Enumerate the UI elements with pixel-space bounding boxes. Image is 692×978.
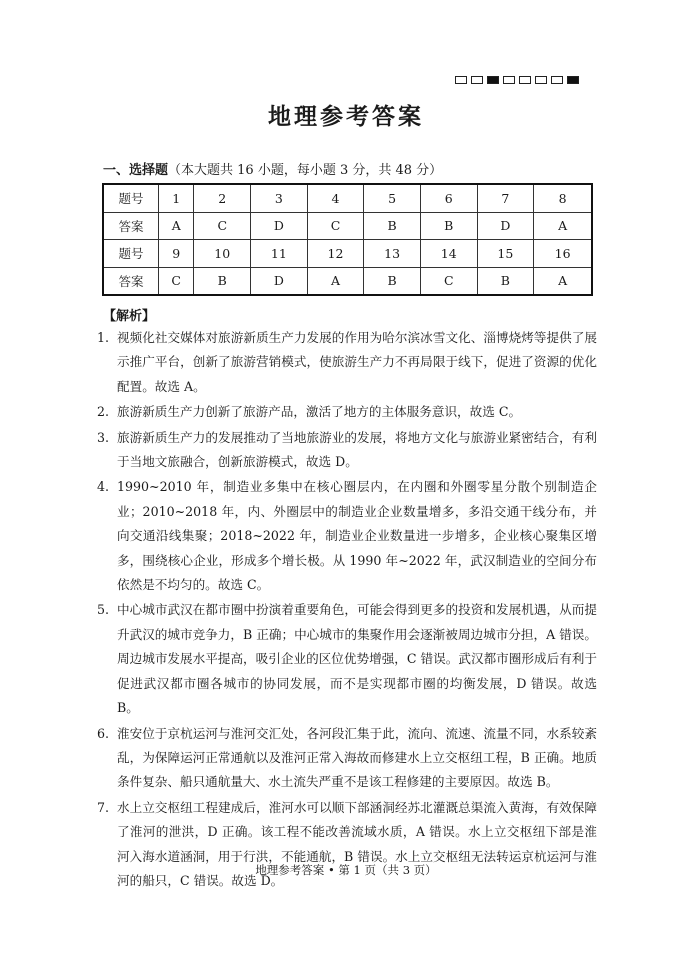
page-footer: 地理参考答案 • 第 1 页（共 3 页） [255, 863, 437, 877]
analysis-item [97, 598, 597, 720]
table-cell: B [477, 267, 534, 295]
table-cell: C [194, 212, 251, 240]
table-cell: 4 [307, 184, 364, 212]
filled-square-mark [487, 76, 499, 84]
table-cell: A [534, 267, 592, 295]
table-cell: 1 [159, 184, 194, 212]
table-cell: A [307, 267, 364, 295]
empty-square-mark [471, 76, 483, 84]
analysis-item [97, 722, 597, 795]
item-number: 4. [97, 479, 110, 495]
table-cell: 15 [477, 240, 534, 268]
table-cell: C [307, 212, 364, 240]
empty-square-mark [519, 76, 531, 84]
table-cell: 12 [307, 240, 364, 268]
table-cell: C [420, 267, 477, 295]
item-number: 5. [97, 602, 110, 618]
analysis-item [97, 400, 597, 424]
item-number: 7. [97, 799, 110, 815]
item-text: 淮安位于京杭运河与淮河交汇处，各河段汇集于此，流向、流速、流量不同，水系较紊乱，为保障运河正常通航以及淮河正常入海故而修建水上立交枢纽工程，B 正确。地质条件复杂、船只通航量大、水土流失严重不是该工程修建的主要原因。故选 B。 [117, 725, 597, 790]
item-number: 1. [97, 330, 110, 345]
page-title: 地理参考答案 [268, 103, 424, 130]
filled-square-mark [567, 76, 579, 84]
analysis-list [97, 326, 597, 894]
table-cell: D [251, 267, 308, 295]
table-cell: 9 [159, 240, 194, 268]
empty-square-mark [455, 76, 467, 84]
table-cell: 13 [364, 240, 421, 268]
section-heading [103, 159, 442, 178]
table-cell: 11 [251, 240, 308, 268]
table-cell: 5 [364, 184, 421, 212]
analysis-item [97, 326, 597, 399]
row-header: 题号 [103, 240, 159, 268]
table-cell: D [251, 212, 308, 240]
item-text: 视频化社交媒体对旅游新质生产力发展的作用为哈尔滨冰雪文化、淄博烧烤等提供了展示推广平台，创新了旅游营销模式，使旅游生产力不再局限于线下，促进了资源的优化配置。故选 A。 [117, 330, 597, 394]
table-cell: D [477, 212, 534, 240]
table-cell: 3 [251, 184, 308, 212]
section-heading-note: （本大题共 16 小题，每小题 3 分，共 48 分） [168, 163, 443, 178]
table-row [103, 212, 592, 240]
analysis-label: 【解析】 [103, 309, 156, 324]
item-number: 3. [97, 429, 110, 445]
table-cell: 2 [194, 184, 251, 212]
empty-square-mark [503, 76, 515, 84]
empty-square-mark [551, 76, 563, 84]
table-row [103, 267, 592, 295]
table-cell: B [420, 212, 477, 240]
row-header: 答案 [103, 267, 159, 295]
section-heading-label: 一、选择题 [103, 163, 169, 178]
item-text: 1990~2010 年，制造业多集中在核心圈层内，在内圈和外圈零星分散个别制造企业；2010~2018 年，内、外圈层中的制造业企业数量增多，多沿交通干线分布，并向交通沿线集聚；2018~2022 年，制造业企业数量进一步增多，企业核心聚集区增多，围绕核心企业，形成多个增长极。从 1990 年~2022 年，武汉制造业的空间分布依然是不均匀的。故选 C。 [117, 479, 597, 593]
item-number: 2. [97, 404, 110, 420]
item-text: 中心城市武汉在都市圈中扮演着重要角色，可能会得到更多的投资和发展机遇，从而提升武汉的城市竞争力，B 正确；中心城市的集聚作用会逐渐被周边城市分担，A 错误。周边城市发展水平提高，吸引企业的区位优势增强，C 错误。武汉都市圈形成后有利于促进武汉都市圈各城市的协同发展，而不是实现都市圈的均衡发展，D 错误。故选 B。 [117, 602, 597, 716]
table-cell: 14 [420, 240, 477, 268]
table-row [103, 184, 592, 212]
page-marker-strip [455, 76, 579, 84]
analysis-item [97, 796, 597, 894]
table-cell: C [159, 267, 194, 295]
empty-square-mark [535, 76, 547, 84]
table-cell: 7 [477, 184, 534, 212]
item-number: 6. [97, 725, 110, 741]
item-text: 旅游新质生产力的发展推动了当地旅游业的发展，将地方文化与旅游业紧密结合，有利于当地文旅融合，创新旅游模式，故选 D。 [117, 429, 597, 470]
table-row [103, 240, 592, 268]
answer-table [102, 183, 593, 296]
item-text: 水上立交枢纽工程建成后，淮河水可以顺下部涵洞经苏北灌溉总渠流入黄海，有效保障了淮河的泄洪，D 正确。该工程不能改善流域水质，A 错误。水上立交枢纽下部是淮河入海水道涵洞，用于行洪，不能通航，B 错误。水上立交枢纽无法转运京杭运河与淮河的船只，C 错误。故选 D。 [117, 799, 597, 888]
table-cell: B [364, 267, 421, 295]
table-cell: B [364, 212, 421, 240]
analysis-item [97, 426, 597, 475]
table-cell: A [159, 212, 194, 240]
row-header: 题号 [103, 184, 159, 212]
table-cell: 6 [420, 184, 477, 212]
table-cell: B [194, 267, 251, 295]
table-cell: A [534, 212, 592, 240]
table-cell: 8 [534, 184, 592, 212]
table-cell: 10 [194, 240, 251, 268]
row-header: 答案 [103, 212, 159, 240]
analysis-item [97, 475, 597, 597]
item-text: 旅游新质生产力创新了旅游产品，激活了地方的主体服务意识，故选 C。 [117, 404, 522, 420]
table-cell: 16 [534, 240, 592, 268]
